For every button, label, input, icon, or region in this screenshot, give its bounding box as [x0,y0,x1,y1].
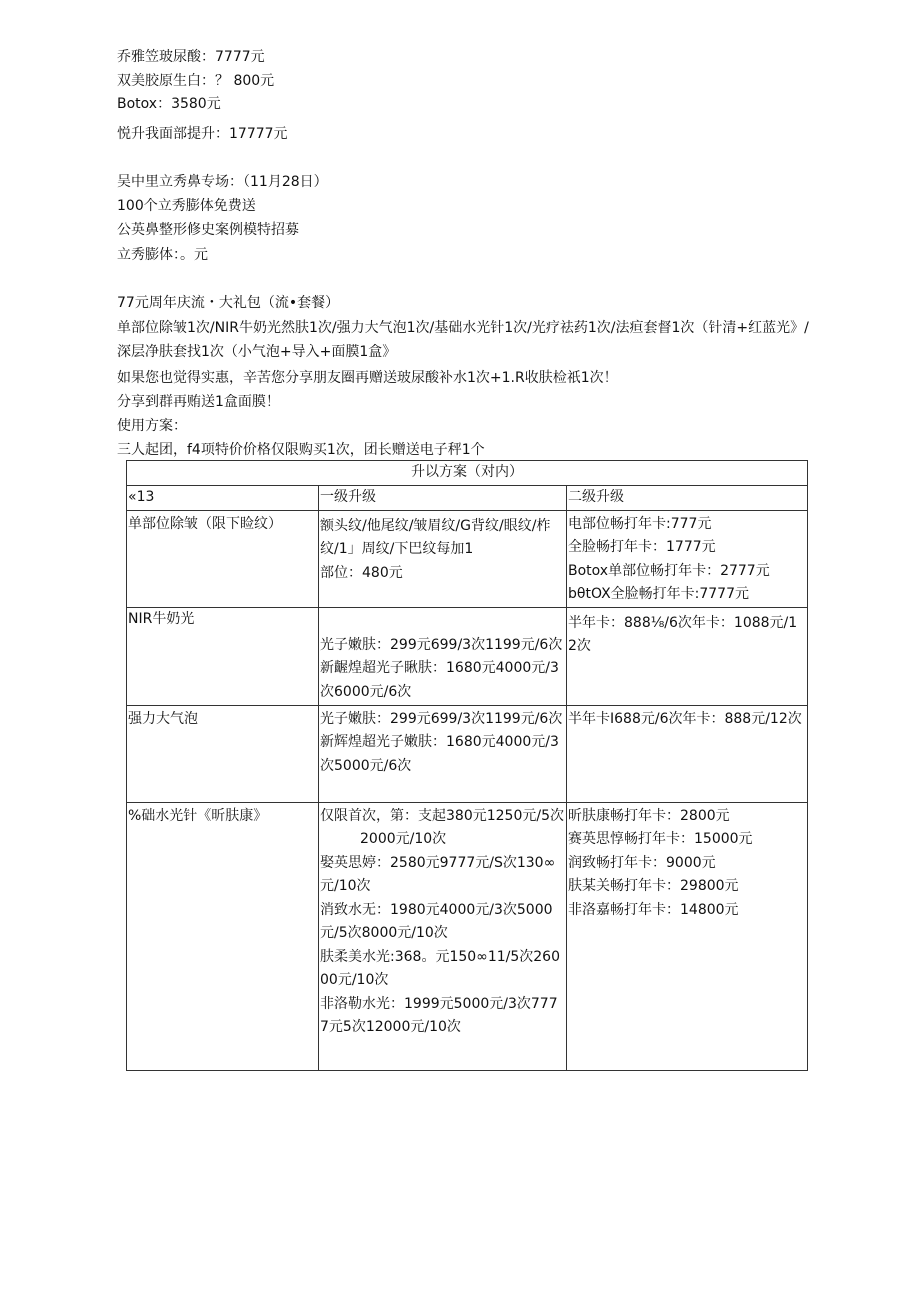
level1-line: 新辉煌超光子嫩肤：1680元4000元/3次5000元/6次 [320,734,559,774]
nose-line-3: 公英鼻整形修史案例模特招募 [117,222,299,238]
row-item: 强力大气泡 [127,705,319,802]
level2-line: 半年卡I688元/6次年卡：888元/12次 [568,710,802,727]
level1-line: 2000元/10次 [360,831,447,847]
nose-title: 吴中里立秀鼻专场：（11月28日） [117,174,328,190]
table-caption: 升以方案（对内） [127,461,808,486]
level1-line: 部位：480元 [320,564,403,581]
level2-line: 昕肤康畅打年卡：2800元 [568,807,730,824]
level1-line: 消致水无：1980元4000元/3次5000元/5次8000元/10次 [320,901,553,941]
gift-group-note: 分享到群再贿送1盒面膜！ [117,394,280,410]
usage-heading: 使用方案： [117,418,187,434]
nose-line-2: 100个立秀膨体免费送 [117,198,256,214]
intro-line-4: 悦升我面部提升：17777元 [117,126,288,142]
upgrade-table [126,460,808,1071]
header-level2: 二级升级 [567,486,808,511]
row-level2 [567,510,808,607]
table-row [127,607,808,705]
row-level2 [567,802,808,1070]
level2-line: 非洛嘉畅打年卡：14800元 [568,901,739,918]
level2-line: Botox单部位畅打年卡：2777元 [568,562,770,579]
level2-line: 电部位畅打年卡:777元 [568,515,712,532]
level1-line: 非洛勒水光：1999元5000元/3次7777元5次12000元/10次 [320,995,558,1035]
intro-line-1: 乔雅笠玻尿酸：7777元 [117,49,265,65]
level2-line: bθtOX全脸畅打年卡:7777元 [568,586,750,602]
level2-line: 全脸畅打年卡：1777元 [568,539,716,555]
intro-line-3: Botox：3580元 [117,96,221,112]
table-row [127,705,808,802]
level2-line: 肤某关畅打年卡：29800元 [568,878,739,894]
level1-line: 娶英思婷：2580元9777元/S次130∞元/10次 [320,854,556,894]
row-item: %础水光针《昕肤康》 [127,802,319,1070]
row-level1 [319,510,567,607]
gift-share-note: 如果您也觉得实惠，辛苦您分享朋友圈再赠送玻尿酸补水1次+1.R收肤检祇1次！ [117,370,618,386]
level1-line: 新齷煌超光子瞅肤：1680元4000元/3次6000元/6次 [320,660,559,700]
table-row [127,510,808,607]
header-item: «13 [127,486,319,511]
row-level1 [319,607,567,705]
gift-package-items: 单部位除皱1次/NIR牛奶光然肤1次/强力大气泡1次/基础水光针1次/光疗祛药1次/法疸套督1次（针清+红蓝光》/深层净肤套找1次（小气泡+导入+面膜1盒》 [117,320,809,360]
level2-line: 半年卡：888⅛/6次年卡：1088元/12次 [568,614,798,654]
level1-line: 肤柔美水光:368。元150∞11∕5次26000元/10次 [320,948,560,988]
row-level2 [567,607,808,705]
group-rule: 三人起团，f4项特价价格仅限购买1次，团长赠送电子秤1个 [117,442,485,458]
level1-line: 光子嫩肤：299元699/3次1199元/6次 [320,710,563,727]
level1-line: 光子嫩肤：299元699/3次1199元/6次 [320,636,563,653]
table-row [127,802,808,1070]
level2-line: 润致畅打年卡：9000元 [568,854,716,871]
row-level1 [319,705,567,802]
row-level2 [567,705,808,802]
nose-line-4: 立秀膨体：。元 [117,247,208,263]
header-level1: 一级升级 [319,486,567,511]
level2-line: 赛英思惇畅打年卡：15000元 [568,831,753,847]
level1-line: 仅限首次，第：支起380元1250元/5次 [320,807,564,824]
row-item: NIR牛奶光 [127,607,319,705]
row-level1 [319,802,567,1070]
level1-line: 额头纹/他尾纹/皱眉纹/G背纹/眼纹/柞纹/1」周纹/下巴纹每加1 [320,517,551,557]
gift-title: 77元周年庆流・大礼包（流•套餐） [117,295,340,311]
row-item: 单部位除皱（限下睑纹） [127,510,319,607]
intro-line-2: 双美胶原生白：？ 800元 [117,73,275,89]
